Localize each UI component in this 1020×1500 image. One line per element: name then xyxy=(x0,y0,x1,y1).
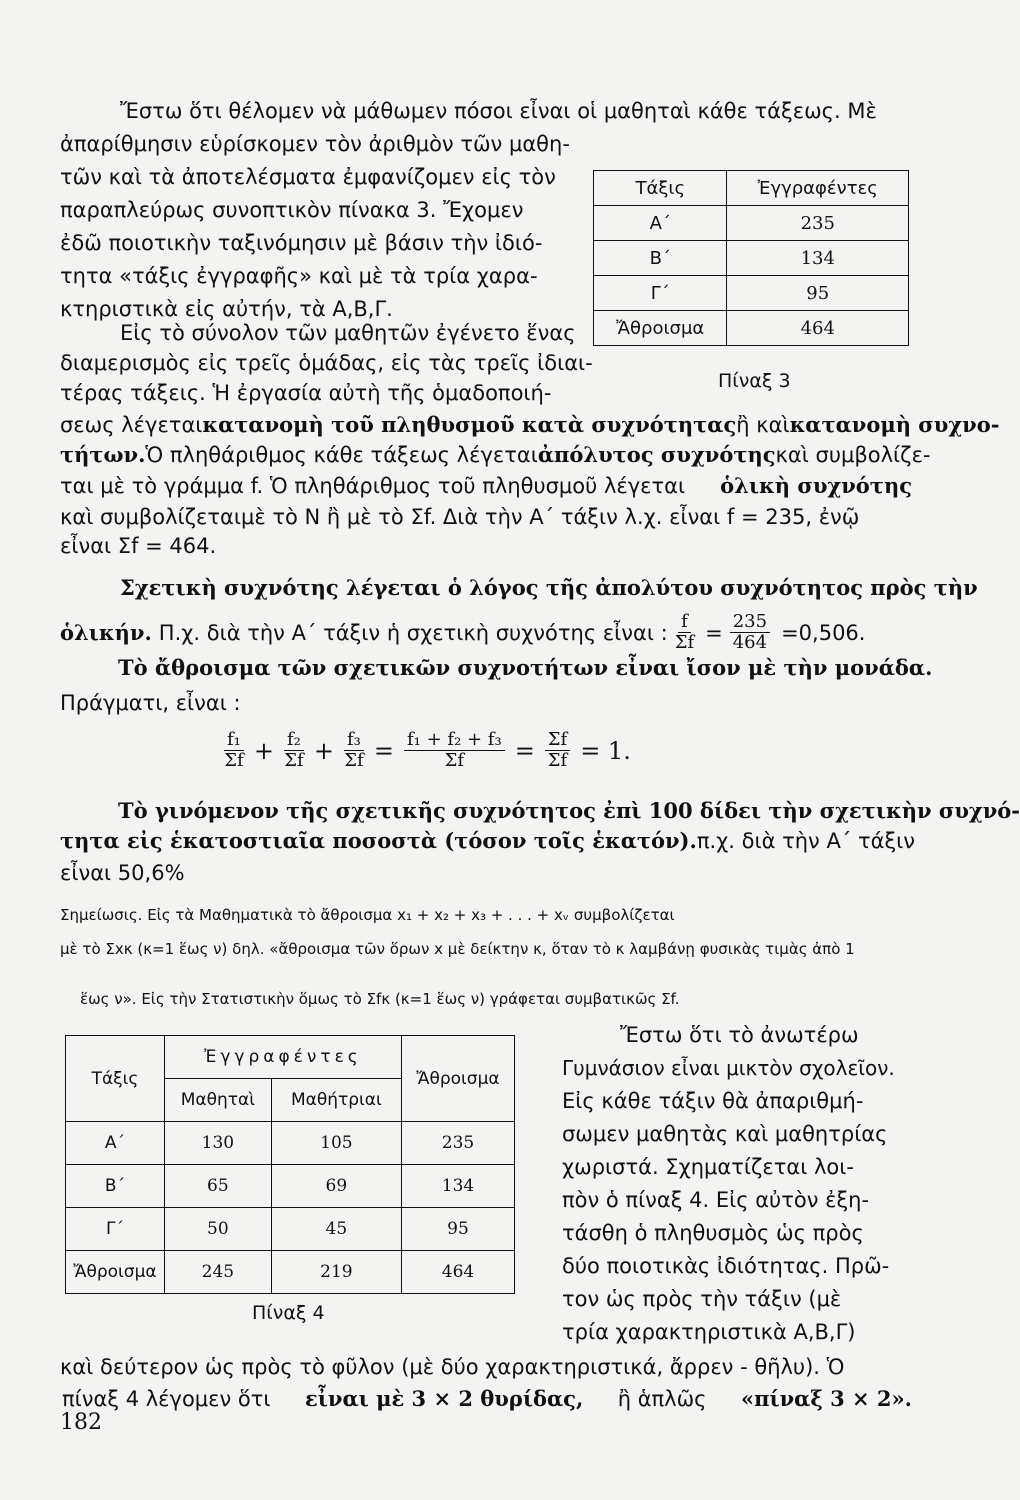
fraction-235-over-464: $\frac{235}{464}$ xyxy=(730,612,770,653)
cell-value: 65 xyxy=(165,1165,272,1208)
table-3-caption: Πίναξ 3 xyxy=(718,370,791,392)
cell-value: 95 xyxy=(402,1208,515,1251)
cell-value: 105 xyxy=(271,1122,401,1165)
cell-class: Β΄ xyxy=(594,241,727,276)
formula-result: = 1. xyxy=(580,736,631,765)
cell-value: 130 xyxy=(165,1122,272,1165)
table-row xyxy=(66,1251,515,1294)
header-total: Ἄθροισμα xyxy=(402,1036,515,1122)
table-row xyxy=(66,1165,515,1208)
header-class: Τάξις xyxy=(594,171,727,206)
text-line: ἐδῶ ποιοτικὴν ταξινόμησιν μὲ βάσιν τὴν ἰδιό- xyxy=(60,231,543,255)
equals-sign: = xyxy=(514,736,535,765)
header-boys: Μαθηταὶ xyxy=(165,1079,272,1122)
text-line: τήτων. Ὁ πληθάριθμος κάθε τάξεως λέγεται ἀπόλυτος συχνότης καὶ συμβολίζε- xyxy=(60,442,931,467)
formula-term: $\frac{\text{f₃}}{\Sigma f}$ xyxy=(344,729,364,771)
cell-class: Ἄθροισμα xyxy=(66,1251,165,1294)
fraction-f-over-sigma-f: $\frac{f}{\Sigma f}$ xyxy=(674,611,695,653)
note-line: μὲ τὸ Σxκ (κ=1 ἕως ν) δηλ. «ἄθροισμα τῶν ὅρων x μὲ δείκτην κ, ὅταν τὸ κ λαμβάνῃ φυσικὰς τιμὰς ἀπὸ 1 xyxy=(60,940,855,958)
cell-value: 245 xyxy=(165,1251,272,1294)
table-4 xyxy=(65,1035,515,1294)
text-line: διαμερισμὸς εἰς τρεῖς ὁμάδας, εἰς τὰς τρεῖς ἰδιαι- xyxy=(60,351,593,375)
text-line: εἶναι 50,6% xyxy=(60,861,185,885)
cell-class: Γ΄ xyxy=(66,1208,165,1251)
text-line: καὶ δεύτερον ὡς πρὸς τὸ φῦλον (μὲ δύο χαρακτηριστικά, ἄρρεν - θῆλυ). Ὁ xyxy=(60,1355,845,1379)
header-girls: Μαθήτριαι xyxy=(271,1079,401,1122)
cell-class: Ἄθροισμα xyxy=(594,311,727,346)
text-line: Ἔστω ὅτι θέλομεν νὰ μάθωμεν πόσοι εἶναι οἱ μαθηταὶ κάθε τάξεως. Μὲ xyxy=(120,99,877,123)
formula-term: $\frac{\Sigma f}{\Sigma f}$ xyxy=(545,730,570,771)
header-enrolled: Ἐγγραφέντες xyxy=(165,1036,402,1079)
text-line: χωριστά. Σχηματίζεται λοι- xyxy=(562,1155,854,1179)
text-line: τρία χαρακτηριστικὰ Α,Β,Γ) xyxy=(562,1320,856,1344)
table-3 xyxy=(593,170,909,346)
text-line: ὁλικήν. Π.χ. διὰ τὴν Α΄ τάξιν ἡ σχετικὴ συχνότης εἶναι : $\frac{f}{\Sigma f}$ = $\frac{235}{464}$ =0,506. xyxy=(60,611,866,653)
text-line: τον ὡς πρὸς τὴν τάξιν (μὲ xyxy=(562,1287,842,1311)
table-row xyxy=(594,276,909,311)
sum-formula xyxy=(220,730,637,771)
equals-sign: = xyxy=(373,736,394,765)
note-line: Σημείωσις. Εἰς τὰ Μαθηματικὰ τὸ ἄθροισμα x₁ + x₂ + x₃ + . . . + xᵥ συμβολίζεται xyxy=(60,906,675,924)
text-line: καὶ συμβολίζεταιμὲ τὸ Ν ἢ μὲ τὸ Σf. Διὰ τὴν Α΄ τάξιν λ.χ. εἶναι f = 235, ἐνῷ xyxy=(60,505,860,529)
text-line: ται μὲ τὸ γράμμα f. Ὁ πληθάριθμος τοῦ πληθυσμοῦ λέγεται ὁλικὴ συχνότης xyxy=(60,473,912,498)
cell-value: 235 xyxy=(402,1122,515,1165)
formula-term: $\frac{\text{f₁ + f₂ + f₃}}{\Sigma f}$ xyxy=(404,730,505,771)
table-header-row xyxy=(594,171,909,206)
text-line: εἶναι Σf = 464. xyxy=(60,534,217,558)
table-row xyxy=(594,311,909,346)
cell-value: 219 xyxy=(271,1251,401,1294)
text-line: σεως λέγεται κατανομὴ τοῦ πληθυσμοῦ κατὰ συχνότητας ἢ καὶ κατανομὴ συχνο- xyxy=(60,412,1000,437)
cell-value: 95 xyxy=(727,276,909,311)
header-enrolled: Ἐγγραφέντες xyxy=(727,171,909,206)
cell-class: Α΄ xyxy=(594,206,727,241)
table-header-row xyxy=(66,1036,515,1079)
table-4-caption: Πίναξ 4 xyxy=(252,1302,325,1324)
text-line: Ἔστω ὅτι τὸ ἀνωτέρω xyxy=(620,1023,859,1047)
text-line: Εἰς τὸ σύνολον τῶν μαθητῶν ἐγένετο ἕνας xyxy=(120,321,576,345)
cell-value: 134 xyxy=(727,241,909,276)
text-line: ἀπαρίθμησιν εὑρίσκομεν τὸν ἀριθμὸν τῶν μαθη- xyxy=(60,132,570,156)
cell-value: 464 xyxy=(727,311,909,346)
text-line: πὸν ὁ πίναξ 4. Εἰς αὐτὸν ἐξη- xyxy=(562,1188,870,1212)
text-line: Γυμνάσιον εἶναι μικτὸν σχολεῖον. xyxy=(562,1056,895,1080)
cell-value: 464 xyxy=(402,1251,515,1294)
plus-sign: + xyxy=(313,736,334,765)
text-line: παραπλεύρως συνοπτικὸν πίνακα 3. Ἔχομεν xyxy=(60,198,524,222)
text-line: τάσθη ὁ πληθυσμὸς ὡς πρὸς xyxy=(562,1221,864,1245)
text-line: πίναξ 4 λέγομεν ὅτι εἶναι μὲ 3 × 2 θυρίδας, ἢ ἁπλῶς «πίναξ 3 × 2». xyxy=(62,1386,912,1411)
text-line: Πράγματι, εἶναι : xyxy=(60,691,241,715)
text-line: Εἰς κάθε τάξιν θὰ ἀπαριθμή- xyxy=(562,1089,864,1113)
cell-value: 45 xyxy=(271,1208,401,1251)
cell-class: Β΄ xyxy=(66,1165,165,1208)
cell-class: Α΄ xyxy=(66,1122,165,1165)
formula-term: $\frac{\text{f₂}}{\Sigma f}$ xyxy=(284,729,304,771)
text-line: σωμεν μαθητὰς καὶ μαθητρίας xyxy=(562,1122,888,1146)
cell-value: 235 xyxy=(727,206,909,241)
page-number: 182 xyxy=(60,1410,102,1435)
text-line: τητα «τάξις ἐγγραφῆς» καὶ μὲ τὰ τρία χαρα- xyxy=(60,264,538,288)
cell-value: 50 xyxy=(165,1208,272,1251)
text-line: τητα εἰς ἑκατοστιαῖα ποσοστὰ (τόσον τοῖς ἑκατόν). π.χ. διὰ τὴν Α΄ τάξιν xyxy=(60,828,916,853)
text-line: τέρας τάξεις. Ἡ ἐργασία αὐτὴ τῆς ὁμαδοποιή- xyxy=(60,381,552,405)
table-row xyxy=(66,1208,515,1251)
plus-sign: + xyxy=(253,736,274,765)
text-line: κτηριστικὰ εἰς αὐτήν, τὰ Α,Β,Γ. xyxy=(60,297,393,321)
cell-value: 69 xyxy=(271,1165,401,1208)
note-line: ἕως ν». Εἰς τὴν Στατιστικὴν ὅμως τὸ Σfκ (κ=1 ἕως ν) γράφεται συμβατικῶς Σf. xyxy=(80,990,680,1008)
table-row xyxy=(66,1122,515,1165)
text-line: τῶν καὶ τὰ ἀποτελέσματα ἐμφανίζομεν εἰς τὸν xyxy=(60,165,556,189)
text-line: Σχετικὴ συχνότης λέγεται ὁ λόγος τῆς ἀπολύτου συχνότητος πρὸς τὴν xyxy=(120,575,978,600)
table-row xyxy=(594,241,909,276)
formula-term: $\frac{\text{f₁}}{\Sigma f}$ xyxy=(224,729,244,771)
text-line: Τὸ ἄθροισμα τῶν σχετικῶν συχνοτήτων εἶναι ἴσον μὲ τὴν μονάδα. xyxy=(118,655,933,680)
text-line: δύο ποιοτικὰς ἰδιότητας. Πρῶ- xyxy=(562,1254,890,1278)
table-row xyxy=(594,206,909,241)
cell-value: 134 xyxy=(402,1165,515,1208)
text-line: Τὸ γινόμενον τῆς σχετικῆς συχνότητος ἐπὶ 100 δίδει τὴν σχετικὴν συχνό- xyxy=(118,798,1020,823)
header-class: Τάξις xyxy=(66,1036,165,1122)
cell-class: Γ΄ xyxy=(594,276,727,311)
